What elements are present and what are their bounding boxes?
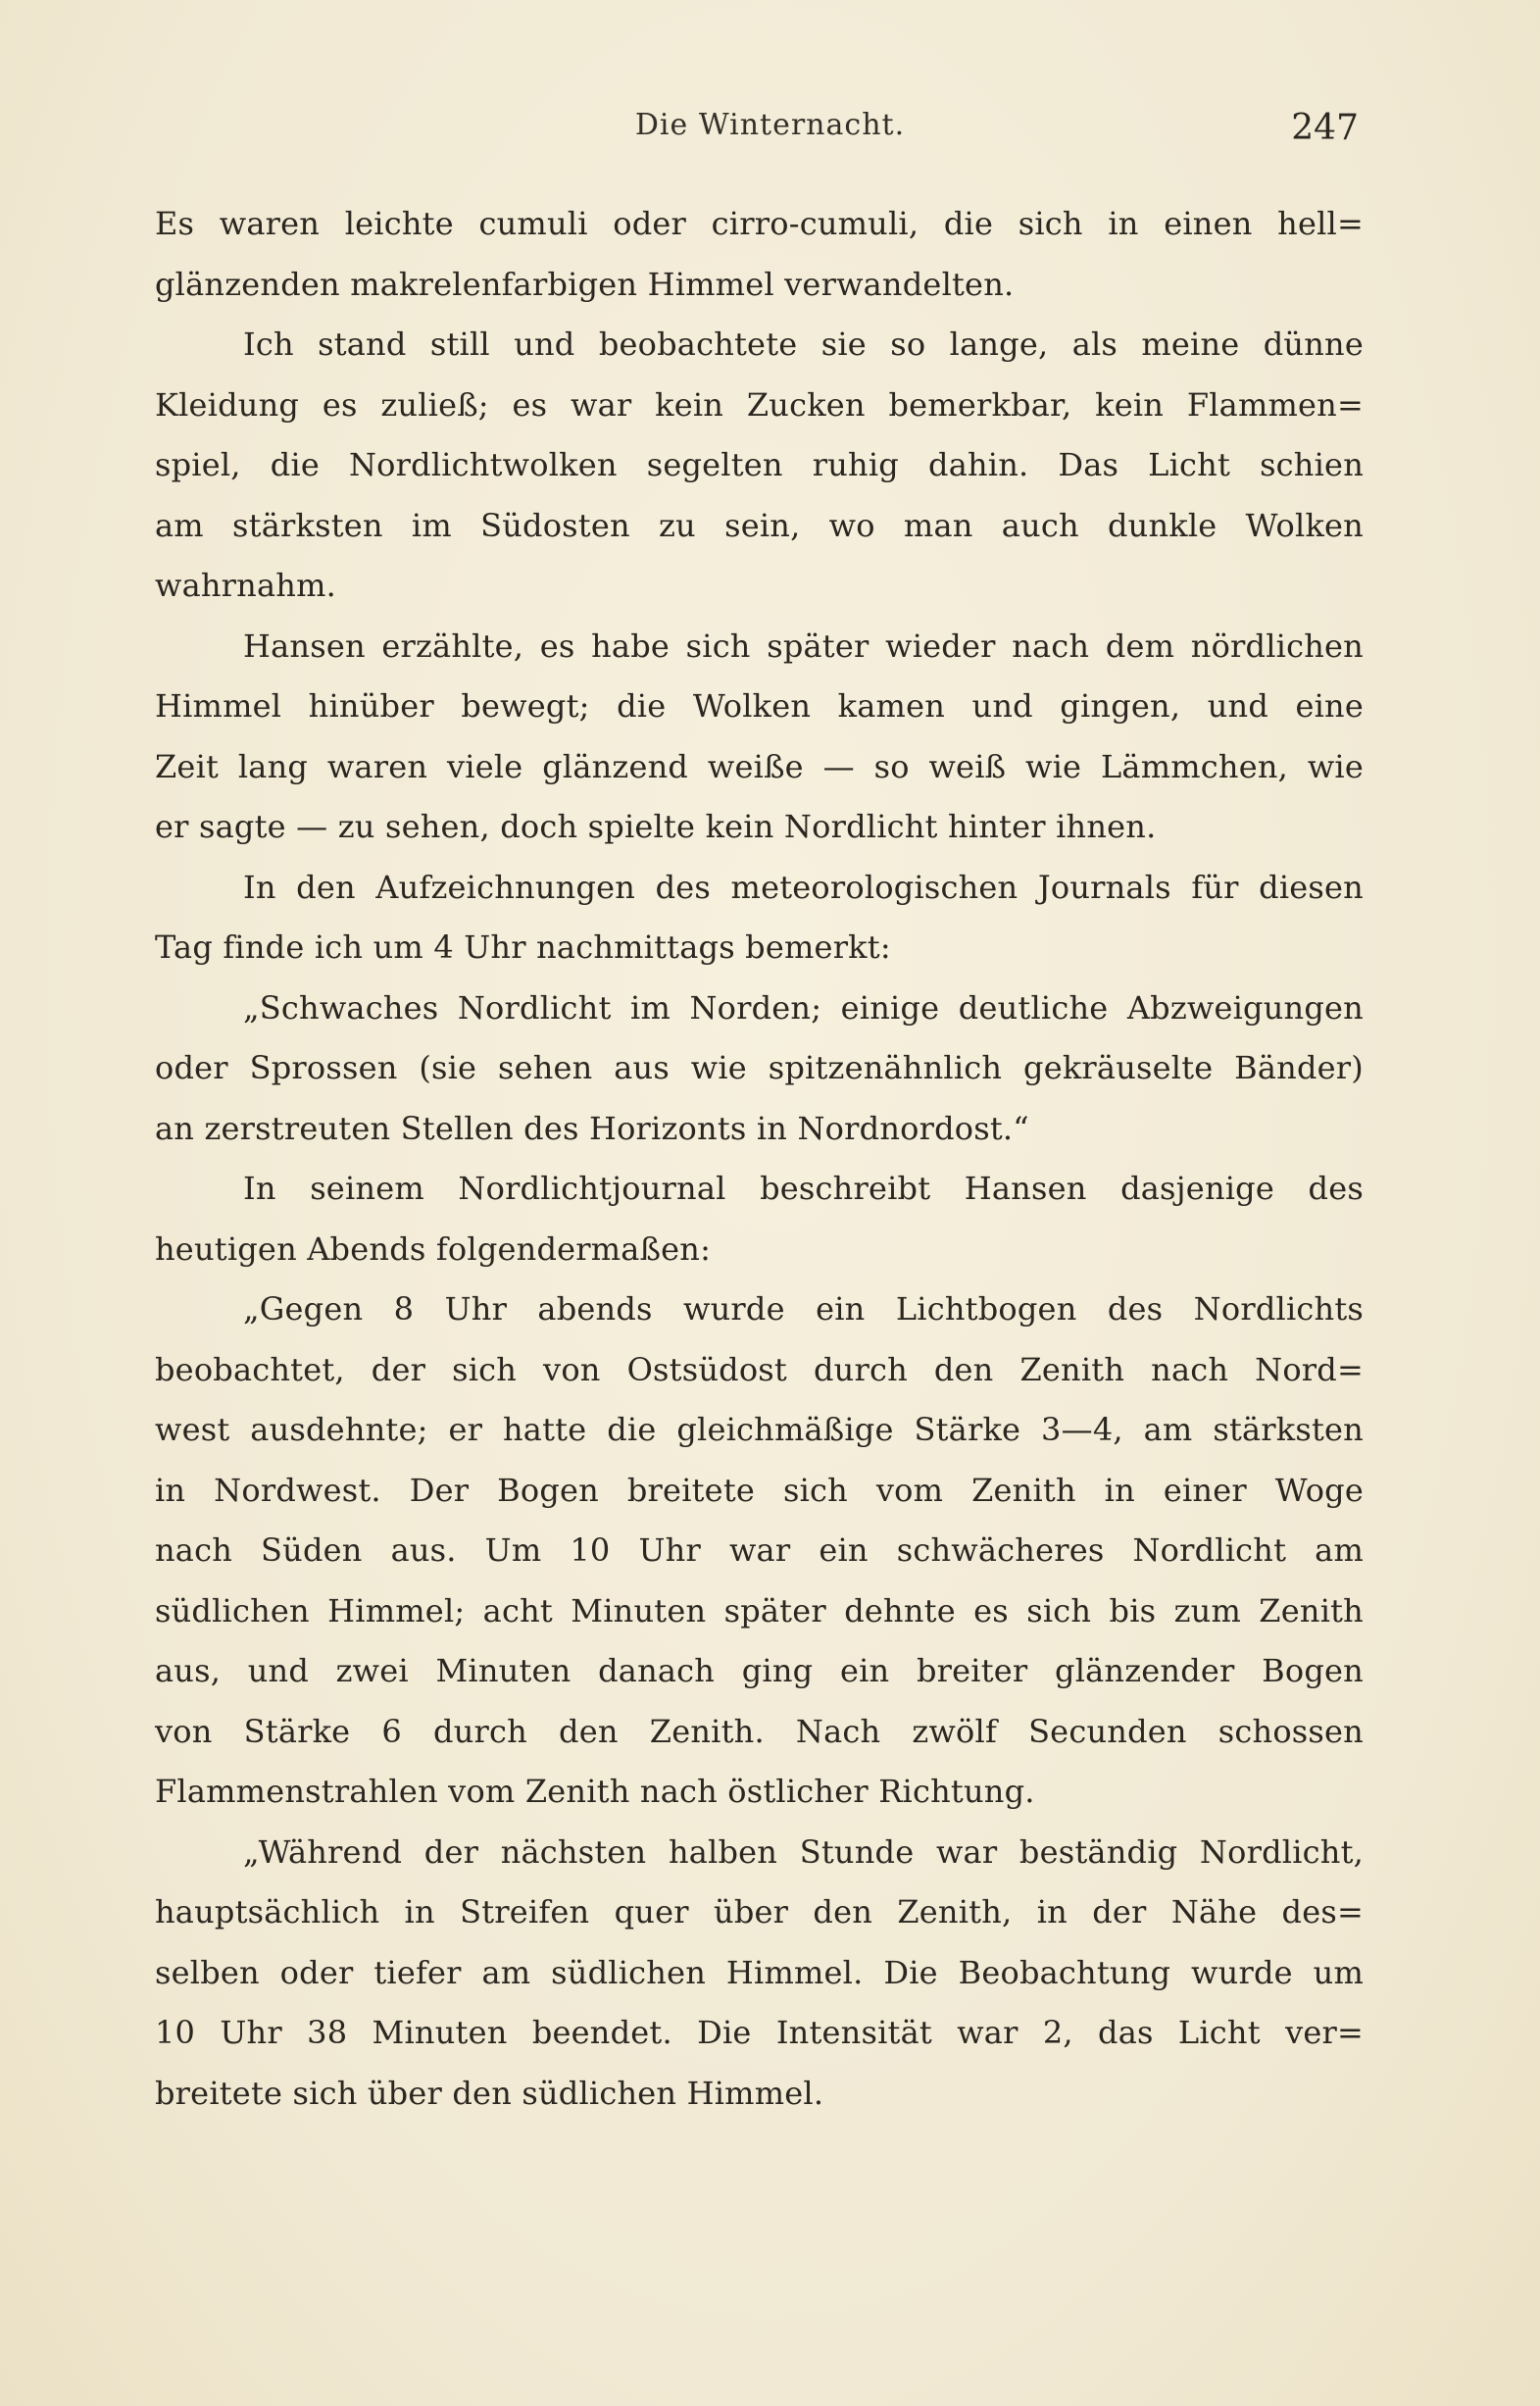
text-line: oder Sprossen (sie sehen aus wie spitzenähnlich gekräuselte Bänder)	[155, 1049, 1364, 1086]
text-line: an zerstreuten Stellen des Horizonts in Nordnordost.“	[155, 1109, 1029, 1147]
text-line: Tag finde ich um 4 Uhr nachmittags bemerkt:	[155, 928, 891, 966]
text-line: In seinem Nordlichtjournal beschreibt Hansen dasjenige des	[243, 1170, 1364, 1207]
text-line: glänzenden makrelenfarbigen Himmel verwandelten.	[155, 265, 1015, 303]
text-line: Himmel hinüber bewegt; die Wolken kamen und gingen, und eine	[155, 687, 1364, 725]
text-line: west ausdehnte; er hatte die gleichmäßige Stärke 3—4, am stärksten	[155, 1411, 1364, 1448]
text-line: Flammenstrahlen vom Zenith nach östlicher Richtung.	[155, 1773, 1035, 1810]
text-line: 10 Uhr 38 Minuten beendet. Die Intensität war 2, das Licht ver=	[155, 2014, 1364, 2051]
text-line: breitete sich über den südlichen Himmel.	[155, 2074, 824, 2112]
text-line: er sagte — zu sehen, doch spielte kein Nordlicht hinter ihnen.	[155, 808, 1157, 845]
text-line: heutigen Abends folgendermaßen:	[155, 1229, 712, 1268]
text-line: selben oder tiefer am südlichen Himmel. Die Beobachtung wurde um	[155, 1953, 1364, 1991]
text-line: beobachtet, der sich von Ostsüdost durch den Zenith nach Nord=	[155, 1350, 1364, 1388]
running-title: Die Winternacht.	[634, 108, 906, 142]
text-line: „Während der nächsten halben Stunde war beständig Nordlicht,	[243, 1832, 1364, 1871]
text-line: am stärksten im Südosten zu sein, wo man auch dunkle Wolken	[155, 506, 1364, 544]
text-line: Hansen erzählte, es habe sich später wieder nach dem nördlichen	[243, 627, 1364, 665]
text-line: spiel, die Nordlichtwolken segelten ruhig dahin. Das Licht schien	[155, 446, 1364, 483]
text-line: Zeit lang waren viele glänzend weiße — so weiß wie Lämmchen, wie	[155, 747, 1364, 785]
text-line: wahrnahm.	[155, 567, 336, 604]
text-line: „Schwaches Nordlicht im Norden; einige deutliche Abzweigungen	[243, 988, 1364, 1027]
text-line: in Nordwest. Der Bogen breitete sich vom Zenith in einer Woge	[155, 1471, 1364, 1509]
text-line: Es waren leichte cumuli oder cirro-cumuli, die sich in einen hell=	[155, 205, 1364, 242]
text-line: von Stärke 6 durch den Zenith. Nach zwölf Secunden schossen	[155, 1712, 1364, 1750]
text-line: nach Süden aus. Um 10 Uhr war ein schwächeres Nordlicht am	[155, 1531, 1364, 1569]
text-line: südlichen Himmel; acht Minuten später dehnte es sich bis zum Zenith	[155, 1591, 1364, 1629]
text-line: „Gegen 8 Uhr abends wurde ein Lichtbogen des Nordlichts	[243, 1290, 1364, 1328]
body-text	[155, 194, 1364, 2124]
text-line: Ich stand still und beobachtete sie so lange, als meine dünne	[243, 326, 1364, 363]
text-line: aus, und zwei Minuten danach ging ein breiter glänzender Bogen	[155, 1652, 1364, 1689]
text-line: Kleidung es zuließ; es war kein Zucken bemerkbar, kein Flammen=	[155, 385, 1364, 424]
text-line: hauptsächlich in Streifen quer über den Zenith, in der Nähe des=	[155, 1893, 1364, 1930]
text-line: In den Aufzeichnungen des meteorologischen Journals für diesen	[243, 868, 1364, 906]
page-number: 247	[1291, 108, 1359, 148]
